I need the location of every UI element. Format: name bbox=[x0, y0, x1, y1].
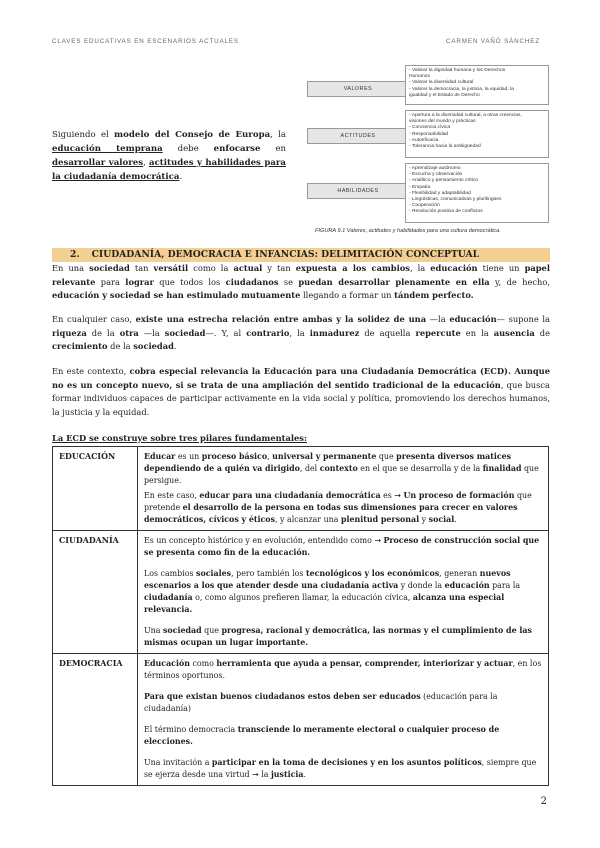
diagram-item: - Tolerancia hacia la ambigüedad bbox=[409, 144, 481, 150]
diagram-item: - Analítico y pensamiento crítico bbox=[409, 178, 479, 184]
diagram-item: - Responsabilidad bbox=[409, 131, 449, 137]
paragraph-relacion: En cualquier caso, existe una estrecha relación entre ambas y la solidez de una —la educación— supone la riqueza de la otra —la sociedad—. Y, al contrario, la inmadurez de aquella repercute en la ausencia de crecimiento de la sociedad. bbox=[52, 314, 550, 351]
diagram-item: - Valorar la diversidad cultural bbox=[409, 80, 474, 86]
intro-paragraph: Siguiendo el modelo del Consejo de Europa, la educación temprana debe enfocarse en desarrollar valores, actitudes y habilidades para la ciudadanía democrática. bbox=[52, 130, 286, 182]
diagram-item: - Aprendizaje autónomo bbox=[409, 166, 461, 171]
section-heading: 2. CIUDADANÍA, DEMOCRACIA E INFANCIAS: DELIMITACIÓN CONCEPTUAL bbox=[52, 248, 550, 262]
diagram-item: Humanos bbox=[409, 74, 430, 80]
diagram-item: - Escucha y observación bbox=[409, 172, 463, 178]
figure-caption: FIGURA 9.1 Valores, actitudes y habilidades para una cultura democrática. bbox=[315, 228, 501, 234]
diagram-item: igualdad y el Estado de Derecho bbox=[409, 92, 480, 98]
table-row bbox=[53, 654, 549, 786]
pillars-title: La ECD se construye sobre tres pilares fundamentales: bbox=[52, 433, 308, 443]
pillars-table bbox=[52, 446, 549, 786]
row-key-democracia: DEMOCRACIA bbox=[53, 654, 138, 786]
diagram-box-actitudes bbox=[405, 110, 549, 158]
diagram-label-actitudes: ACTITUDES bbox=[307, 128, 409, 144]
running-header-right: CARMEN VAÑÓ SÁNCHEZ bbox=[446, 38, 540, 45]
running-header-left: CLAVES EDUCATIVAS EN ESCENARIOS ACTUALES bbox=[52, 38, 239, 45]
paragraph-ecd: En este contexto, cobra especial relevancia la Educación para una Ciudadanía Democrática (ECD). Aunque no es un concepto nuevo, si se trata de una ampliación del sentido tradicional de la educación, que busca formar individuos capaces de participar activamente en la vida social y política, promoviendo los derechos humanos, la justicia y la equidad. bbox=[52, 366, 550, 417]
diagram-item: - Valorar la democracia, la justicia, la equidad, la bbox=[409, 86, 514, 92]
row-content-democracia: Educación como herramienta que ayuda a pensar, comprender, interiorizar y actuar, en los términos oportunos. Para que existan buenos ciudadanos estos deben ser educados (educación para la ciudadanía) El término democracia transciende lo meramente electoral o cualquier proceso de elecciones. Una invitación a participar en la toma de decisiones y en los asuntos políticos, siempre que se ejerza desde una virtud ➞ la justicia. bbox=[138, 654, 549, 786]
diagram-item: - Lingüísticas, comunicativas y plurilingües bbox=[409, 197, 502, 203]
page-number: 2 bbox=[540, 796, 547, 807]
diagram-label-habilidades: HABILIDADES bbox=[307, 183, 409, 199]
row-key-ciudadania: CIUDADANÍA bbox=[53, 531, 138, 654]
diagram-label-valores: VALORES bbox=[307, 81, 409, 97]
diagram-item: visiones del mundo y prácticas bbox=[409, 119, 476, 125]
paragraph-sociedad: En una sociedad tan versátil como la actual y tan expuesta a los cambios, la educación tiene un papel relevante para lograr que todos los ciudadanos se puedan desarrollar plenamente en ella y, de hecho, educación y sociedad se han estimulado mutuamente llegando a formar un tándem perfecto. bbox=[52, 263, 550, 300]
row-content-educacion: Educar es un proceso básico, universal y permanente que presenta diversos matices dependiendo de a quién va dirigido, del contexto en el que se desarrolla y de la finalidad que persigue. En este caso, educar para una ciudadanía democrática es ➞ Un proceso de formación que pretende el desarrollo de la persona en todas sus dimensiones para crecer en valores democráticos, cívicos y éticos, y alcanzar una plenitud personal y social. bbox=[138, 447, 549, 531]
diagram-box-habilidades bbox=[405, 163, 549, 223]
diagram-item: - Conciencia cívica bbox=[409, 125, 451, 131]
diagram-item: - Cooperación bbox=[409, 203, 440, 209]
diagram-item: - Autoeficacia bbox=[409, 137, 439, 143]
diagram-item: - Flexibilidad y adaptabilidad bbox=[409, 190, 471, 196]
values-diagram bbox=[305, 64, 550, 239]
diagram-box-valores bbox=[405, 65, 549, 105]
table-row bbox=[53, 531, 549, 654]
table-row bbox=[53, 447, 549, 531]
diagram-item: - Empatía bbox=[409, 184, 431, 190]
diagram-item: - Resolución positiva de conflictos bbox=[409, 209, 483, 215]
row-content-ciudadania: Es un concepto histórico y en evolución, entendido como ➞ Proceso de construcción social que se presenta como fin de la educación. Los cambios sociales, pero también los tecnológicos y los económicos, generan nuevos escenarios a los que atender desde una ciudadanía activa y donde la educación para la ciudadanía o, como algunos prefieren llamar, la educación cívica, alcanza una especial relevancia. Una sociedad que progresa, racional y democrática, las normas y el cumplimiento de las mismas ocupan un lugar importante. bbox=[138, 531, 549, 654]
diagram-item: - Apertura a la diversidad cultural, a otras creencias, bbox=[409, 113, 522, 118]
diagram-item: - Valorar la dignidad humana y los Derechos bbox=[409, 68, 506, 73]
row-key-educacion: EDUCACIÓN bbox=[53, 447, 138, 531]
